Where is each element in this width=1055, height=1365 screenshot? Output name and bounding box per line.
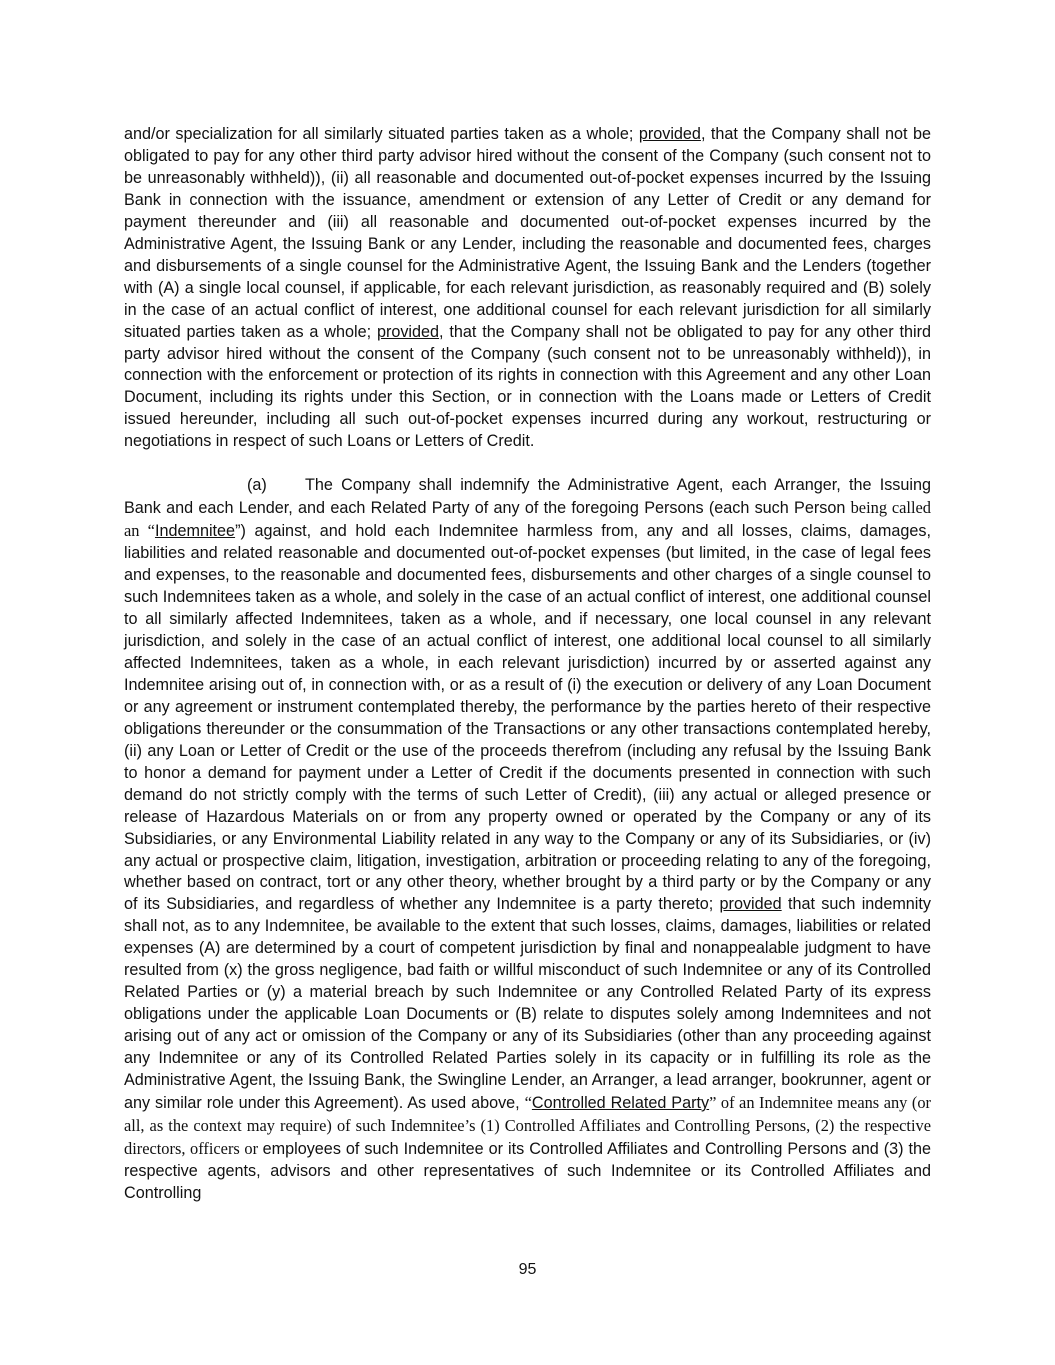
paragraph-text-serif: “ [524, 1092, 532, 1112]
paragraph-text: employees of such Indemnitee or its Controlled Affiliates and Controlling Persons and (3) the respective agents, advisors and other representatives of such Indemnitee or its Controlled Affiliates and Controlling [124, 1139, 931, 1202]
paragraph-text: that such indemnity shall not, as to any Indemnitee, be available to the extent that such losses, claims, damages, liabilities or related expenses (A) are determined by a court of competent jurisdiction by final and nonappealable judgment to have resulted from (x) the gross negligence, bad faith or willful misconduct of such Indemnitee or any of its Controlled Related Parties or (y) a material breach by such Indemnitee or any Controlled Related Party of its express obligations under the applicable Loan Documents or (B) relate to disputes solely among Indemnitees and not arising out of any act or omission of the Company or any of its Subsidiaries (other than any proceeding against any Indemnitee or any of its Controlled Related Parties solely in its capacity or in fulfilling its role as the Administrative Agent, the Issuing Bank, the Swingline Lender, an Arranger, a lead arranger, bookrunner, agent or any similar role under this Agreement). As used above, [124, 895, 931, 1112]
defined-term-provided: provided [376, 322, 440, 341]
paragraph-text-serif: ” of an Indemnitee means any (or all, as the context may require) of such Indemnitee’s (1) Controlled Affiliates and Controlling Persons, (2) the respective directors, officers or [124, 1092, 931, 1158]
defined-term-indemnitee: Indemnitee [154, 522, 236, 541]
paragraph-expenses [124, 124, 931, 453]
defined-term-controlled-related-party: Controlled Related Party [531, 1093, 710, 1112]
paragraph-indemnification [124, 475, 931, 1204]
document-body [124, 124, 931, 1205]
defined-term-provided: provided [719, 895, 782, 914]
paragraph-text: ”) against, and hold each Indemnitee harmless from, any and all losses, claims, damages, liabilities and related reasonable and documented out-of-pocket expenses (but limited, in the case of legal fees and expenses, to the reasonable and documented fees, disbursements and other charges of a single counsel to such Indemnitees taken as a whole, and solely in the case of an actual conflict of interest, one additional counsel to all similarly affected Indemnitees, taken as a whole, and if necessary, one local counsel in any relevant jurisdiction, and solely in the case of an actual conflict of interest, one additional local counsel to all similarly affected Indemnitees, taken as a whole, in each relevant jurisdiction) incurred by or asserted against any Indemnitee arising out of, in connection with, or as a result of (i) the execution or delivery of any Loan Document or any agreement or instrument contemplated thereby, the performance by the parties hereto of their respective obligations thereunder or the consummation of the Transactions or any other transactions contemplated hereby, (ii) any Loan or Letter of Credit or the use of the proceeds therefrom (including any refusal by the Issuing Bank to honor a demand for payment under a Letter of Credit if the documents presented in connection with such demand do not strictly comply with the terms of such Letter of Credit), (iii) any actual or alleged presence or release of Hazardous Materials on or from any property owned or operated by the Company or any of its Subsidiaries, or any Environmental Liability related in any way to the Company or any of its Subsidiaries, or (iv) any actual or prospective claim, litigation, investigation, arbitration or proceeding relating to any of the foregoing, whether based on contract, tort or any other theory, whether brought by a third party or by the Company or any of its Subsidiaries, and regardless of whether any Indemnitee is a party thereto; [124, 522, 931, 914]
page-number: 95 [518, 1261, 537, 1278]
paragraph-text: , that the Company shall not be obligated to pay for any other third party advisor hired without the consent of the Company (such consent not to be unreasonably withheld)), (ii) all reasonable and documented out-of-pocket expenses incurred by the Issuing Bank in connection with the issuance, amendment or extension of any Letter of Credit or any demand for payment thereunder and (iii) all reasonable and documented out-of-pocket expenses incurred by the Administrative Agent, the Issuing Bank or any Lender, including the reasonable and documented fees, charges and disbursements of a single counsel for the Administrative Agent, the Issuing Bank and the Lenders (together with (A) a single local counsel, if applicable, for each relevant jurisdiction, as reasonably required and (B) solely in the case of an actual conflict of interest, one additional counsel for each relevant jurisdiction for all similarly situated parties taken as a whole; [124, 125, 931, 341]
paragraph-text: , that the Company shall not be obligated to pay for any other third party advisor hired without the consent of the Company (such consent not to be unreasonably withheld)), in connection with the enforcement or protection of its rights in connection with this Agreement and any other Loan Document, including its rights under this Section, or in connection with the Loans made or Letters of Credit issued hereunder, including all such out-of-pocket expenses incurred during any workout, restructuring or negotiations in respect of such Loans or Letters of Credit. [124, 322, 931, 451]
clause-label: (a) [247, 476, 267, 495]
paragraph-text-serif: being called an “ [124, 498, 931, 541]
paragraph-text: and/or specialization for all similarly situated parties taken as a whole; [124, 125, 639, 143]
defined-term-provided: provided [638, 125, 701, 143]
paragraph-text: The Company shall indemnify the Administrative Agent, each Arranger, the Issuing Bank and each Lender, and each Related Party of any of the foregoing Persons (each such Person [124, 476, 931, 518]
